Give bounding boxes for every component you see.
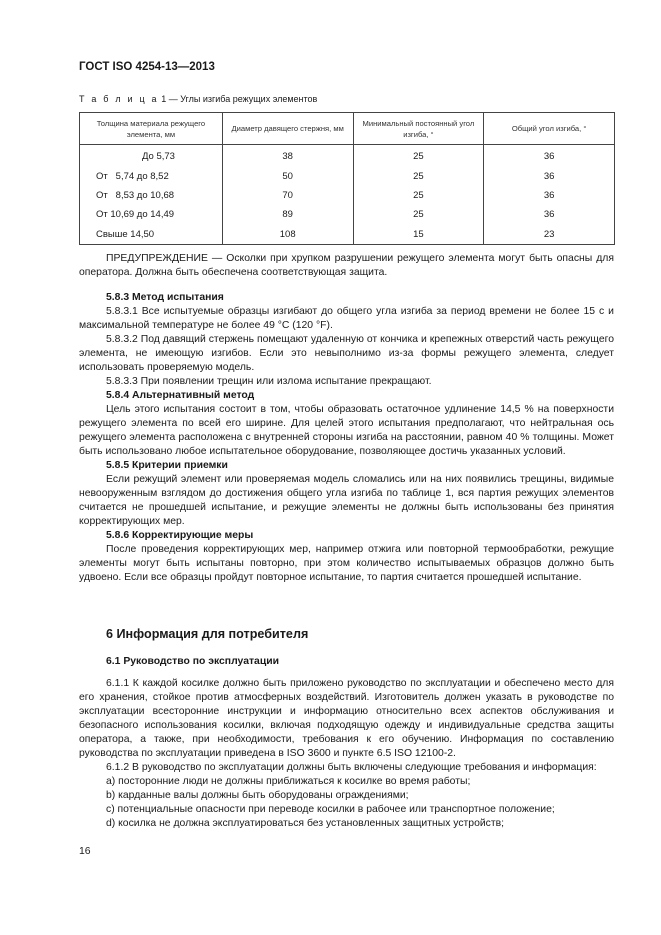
paragraph-6-1-2: 6.1.2 В руководство по эксплуатации должны быть включены следующие требования и информация: — [106, 762, 597, 773]
col-header-min-angle: Минимальный постоянный угол изгиба, ° — [353, 113, 484, 145]
subsection-6-1-heading: 6.1 Руководство по эксплуатации — [106, 656, 280, 667]
table-row — [80, 166, 615, 185]
list-item: d) косилка не должна эксплуатироваться без установленных защитных устройств; — [106, 818, 505, 829]
standard-header: ГОСТ ISO 4254-13—2013 — [79, 61, 215, 73]
cell-thickness: От 5,74 до 8,52 — [80, 166, 223, 185]
list-item: c) потенциальные опасности при переводе косилки в рабочее или транспортное положение; — [106, 804, 555, 815]
list-item: a) посторонние люди не должны приближаться к косилке во время работы; — [106, 776, 471, 787]
table-caption — [79, 94, 317, 104]
paragraph-5-8-3-1: 5.8.3.1 Все испытуемые образцы изгибают до общего угла изгиба за период времени не более 15 с и максимальной температуре не более 49 °С (120 °F). — [79, 306, 614, 331]
paragraph-5-8-4: Цель этого испытания состоит в том, чтобы образовать остаточное удлинение 14,5 % на поверхности режущего элемента по всей его ширине. Для целей этого испытания предполагают, что нейтральная ось режущего элемента расположена с внутренней стороны изгиба на расстоянии, равном 40 % толщины. Может быть использовано любое испытательное оборудование, позволяющее достичь указанных условий. — [79, 404, 614, 457]
cell-thickness: От 8,53 до 10,68 — [80, 186, 223, 205]
cell-total-angle: 36 — [484, 145, 615, 167]
section-5-8-body — [79, 252, 614, 585]
cell-diameter: 38 — [222, 145, 353, 167]
section-6-heading: 6 Информация для потребителя — [106, 627, 309, 641]
paragraph-5-8-6: После проведения корректирующих мер, например отжига или повторной термообработки, режущие элементы могут быть испытаны повторно, при этом количество испытываемых образцов должно быть удвоено. Если все образцы пройдут повторное испытание, то партия считается прошедшей испытание. — [79, 544, 614, 583]
table-row — [80, 225, 615, 245]
table-caption-title: 1 — Углы изгиба режущих элементов — [158, 94, 318, 104]
list-item: b) карданные валы должны быть оборудованы ограждениями; — [106, 790, 409, 801]
col-header-diameter: Диаметр давящего стержня, мм — [222, 113, 353, 145]
cell-min-angle: 25 — [353, 186, 484, 205]
bend-angles-table — [79, 112, 615, 245]
cell-min-angle: 25 — [353, 166, 484, 185]
col-header-total-angle: Общий угол изгиба, ° — [484, 113, 615, 145]
table-row — [80, 145, 615, 167]
cell-diameter: 108 — [222, 225, 353, 245]
cell-total-angle: 36 — [484, 205, 615, 224]
paragraph-6-1-1: 6.1.1 К каждой косилке должно быть приложено руководство по эксплуатации и обеспечено место для его хранения, стойкое против атмосферных воздействий. Изготовитель должен указать в руководстве по эксплуатации всесторонние инструкции и информацию относительно всех аспектов обслуживания и безопасного использования косилки, включая подходящую одежду и индивидуальные средства защиты оператора, а также, при необходимости, требования к его обучению. Информация по составлению руководства по эксплуатации приведена в ISO 3600 и пункте 6.5 ISO 12100-2. — [79, 678, 614, 759]
cell-thickness: Свыше 14,50 — [80, 225, 223, 245]
cell-thickness: До 5,73 — [80, 145, 223, 167]
table-row — [80, 205, 615, 224]
page-number: 16 — [79, 846, 91, 857]
paragraph-5-8-3-2: 5.8.3.2 Под давящий стержень помещают удаленную от кончика и крепежных отверстий часть режущего элемента, не имеющую изгибов. Если это невыполнимо из-за формы режущего элемента, следует использовать проверяемую модель. — [79, 334, 614, 373]
table-caption-prefix: Т а б л и ц а — [79, 94, 159, 104]
heading-5-8-3: 5.8.3 Метод испытания — [106, 292, 224, 303]
table-header-row — [80, 113, 615, 145]
heading-5-8-4: 5.8.4 Альтернативный метод — [106, 390, 255, 401]
heading-5-8-5: 5.8.5 Критерии приемки — [106, 460, 228, 471]
cell-total-angle: 23 — [484, 225, 615, 245]
section-6-body — [79, 677, 614, 831]
paragraph-5-8-3-3: 5.8.3.3 При появлении трещин или излома испытание прекращают. — [106, 376, 432, 387]
cell-min-angle: 15 — [353, 225, 484, 245]
table-row — [80, 186, 615, 205]
col-header-thickness: Толщина материала режущего элемента, мм — [80, 113, 223, 145]
cell-min-angle: 25 — [353, 205, 484, 224]
cell-diameter: 89 — [222, 205, 353, 224]
heading-5-8-6: 5.8.6 Корректирующие меры — [106, 530, 254, 541]
cell-total-angle: 36 — [484, 186, 615, 205]
cell-thickness: От 10,69 до 14,49 — [80, 205, 223, 224]
paragraph-5-8-5: Если режущий элемент или проверяемая модель сломались или на них появились трещины, видимые невооруженным взглядом до достижения общего угла изгиба по таблице 1, вся партия режущих элементов считается не прошедшей испытание, и режущие элементы не должны быть использованы без принятия корректирующих мер. — [79, 474, 614, 527]
cell-diameter: 50 — [222, 166, 353, 185]
cell-min-angle: 25 — [353, 145, 484, 167]
cell-total-angle: 36 — [484, 166, 615, 185]
warning-note: ПРЕДУПРЕЖДЕНИЕ — Осколки при хрупком разрушении режущего элемента могут быть опасны для оператора. Должна быть обеспечена соответствующая защита. — [79, 253, 614, 278]
cell-diameter: 70 — [222, 186, 353, 205]
